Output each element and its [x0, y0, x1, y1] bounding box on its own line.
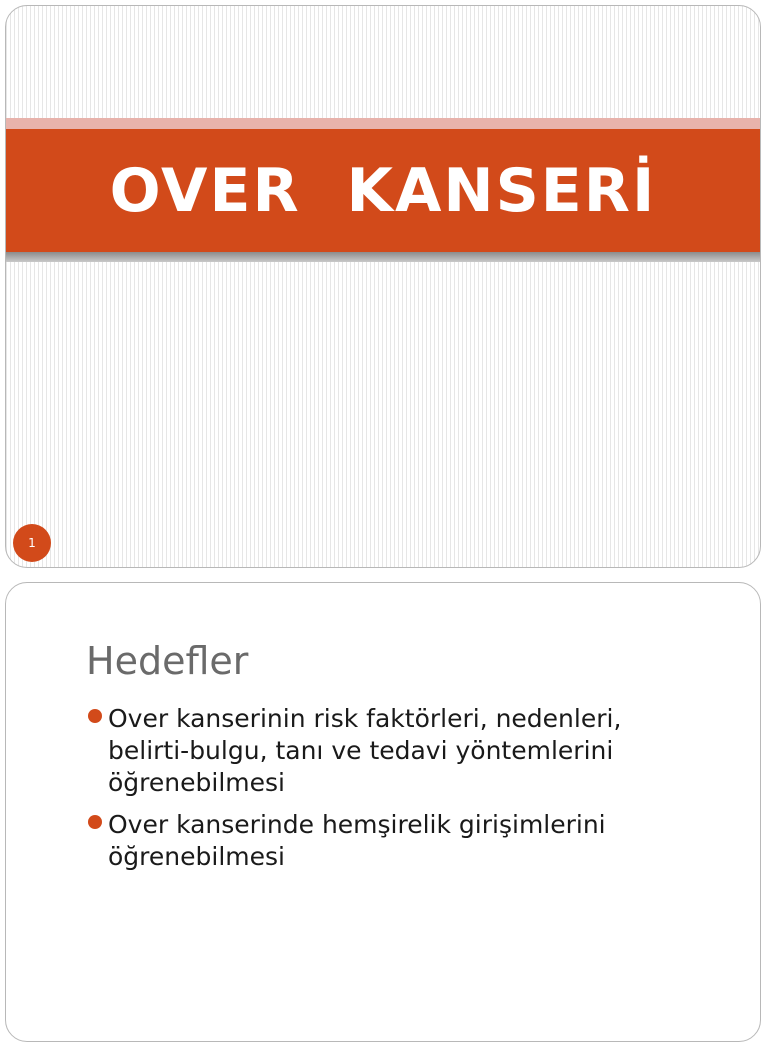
bullet-list: [86, 703, 696, 883]
objectives-slide: [5, 582, 761, 1042]
bullet-item: [86, 809, 696, 873]
bullet-item: [86, 703, 696, 799]
title-band-highlight: [6, 118, 760, 129]
slide-heading: Hedefler: [86, 639, 249, 683]
bullet-text: Over kanserinin risk faktörleri, nedenleri, belirti-bulgu, tanı ve tedavi yöntemlerini öğrenebilmesi: [108, 704, 622, 797]
title-slide: [5, 5, 761, 568]
bullet-dot-icon: [88, 709, 102, 723]
title-band: [6, 129, 760, 252]
bullet-dot-icon: [88, 815, 102, 829]
slide-title: OVER KANSERİ: [109, 155, 657, 226]
slide-number-badge: 1: [13, 524, 51, 562]
bullet-text: Over kanserinde hemşirelik girişimlerini öğrenebilmesi: [108, 810, 606, 871]
title-band-shadow: [6, 252, 760, 262]
